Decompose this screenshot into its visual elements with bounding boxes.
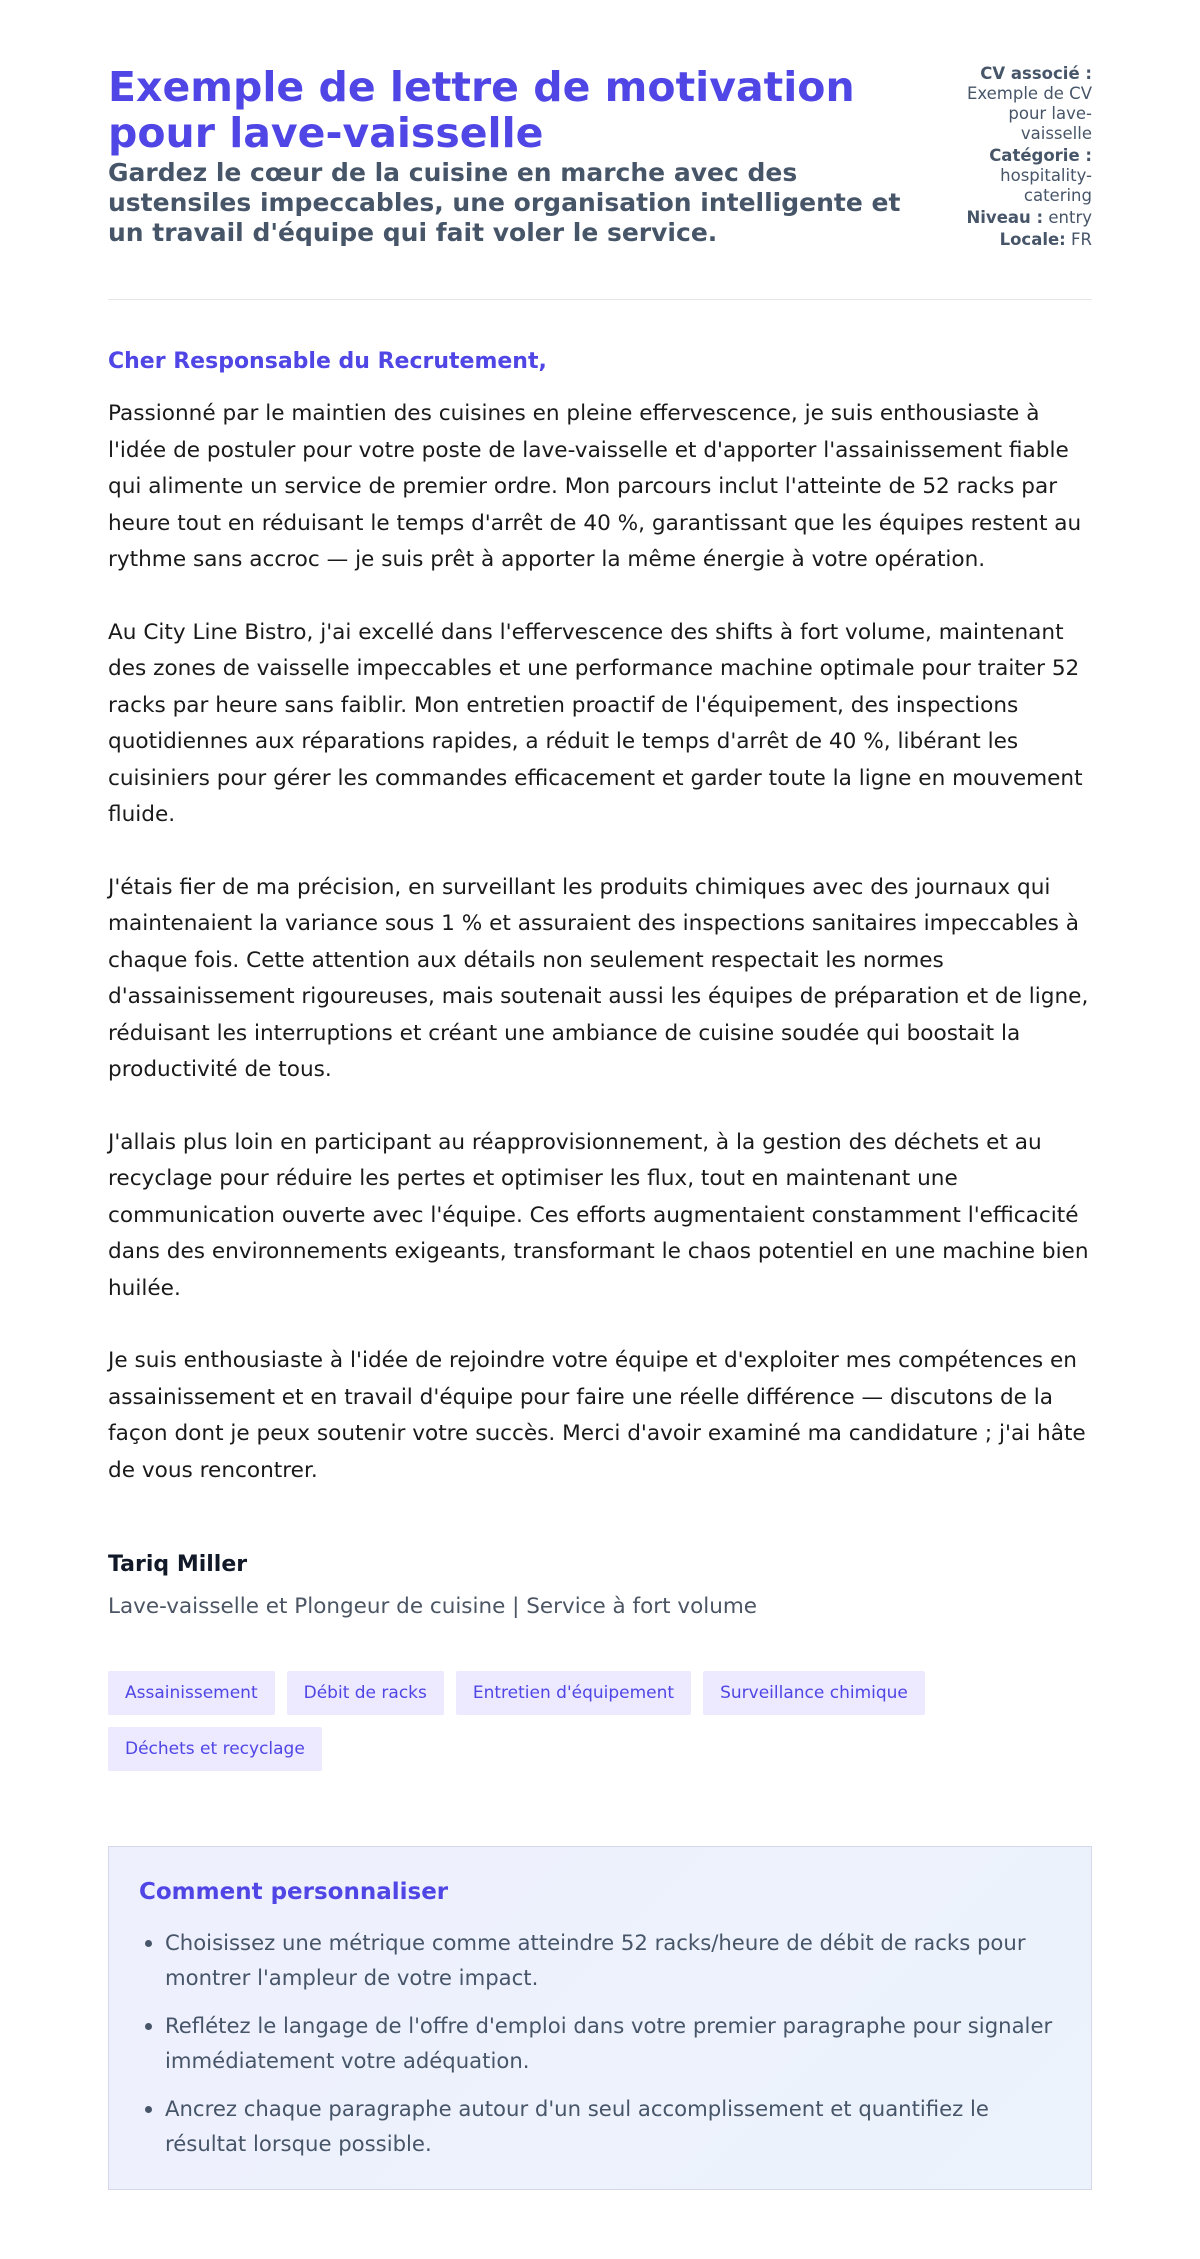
meta-level bbox=[942, 208, 1092, 228]
tip-item: • Ancrez chaque paragraphe autour d'un seul accomplissement et quantifiez le résultat lorsque possible. bbox=[165, 2091, 1061, 2161]
tip-item: • Reflétez le langage de l'offre d'emploi dans votre premier paragraphe pour signaler immédiatement votre adéquation. bbox=[165, 2008, 1061, 2078]
letter-body bbox=[108, 348, 1092, 1621]
page-subtitle: Gardez le cœur de la cuisine en marche avec des ustensiles impeccables, une organisation intelligente et un travail d'équipe qui fait voler le service. bbox=[108, 158, 901, 247]
tips-list bbox=[139, 1925, 1061, 2161]
meta-locale bbox=[942, 230, 1092, 250]
skill-tags bbox=[108, 1671, 1092, 1771]
letter-paragraph: J'étais fier de ma précision, en surveillant les produits chimiques avec des journaux qui maintenaient la variance sous 1 % et assuraient des inspections sanitaires impeccables à chaque fois. Cette attention aux détails non seulement respectait les normes d'assainissement rigoureuses, mais soutenait aussi les équipes de préparation et de ligne, réduisant les interruptions et créant une ambiance de cuisine soudée qui boostait la productivité de tous. bbox=[108, 874, 1089, 1082]
meta-level-label: Niveau : bbox=[966, 208, 1044, 227]
meta-category bbox=[942, 146, 1092, 206]
skill-tag-equipment-maintenance[interactable]: Entretien d'équipement bbox=[456, 1671, 691, 1715]
skill-tag-sanitation[interactable]: Assainissement bbox=[108, 1671, 275, 1715]
meta-level-value: entry bbox=[1048, 208, 1092, 227]
meta-associated-cv bbox=[942, 64, 1092, 144]
meta-cv-value[interactable]: Exemple de CV pour lave-vaisselle bbox=[966, 84, 1092, 143]
tips-title: Comment personnaliser bbox=[139, 1879, 449, 1905]
meta-category-label: Catégorie : bbox=[989, 146, 1092, 165]
signature-name: Tariq Miller bbox=[108, 1552, 248, 1577]
header-divider bbox=[108, 299, 1092, 300]
skill-tag-waste-recycling[interactable]: Déchets et recyclage bbox=[108, 1727, 322, 1771]
metadata-panel bbox=[942, 64, 1092, 252]
page-title: Exemple de lettre de motivation pour lave-vaisselle bbox=[108, 63, 855, 157]
letter-paragraph: Passionné par le maintien des cuisines en pleine effervescence, je suis enthousiaste à l'idée de postuler pour votre poste de lave-vaisselle et d'apporter l'assainissement fiable qui alimente un service de premier ordre. Mon parcours inclut l'atteinte de 52 racks par heure tout en réduisant le temps d'arrêt de 40 %, garantissant que les équipes restent au rythme sans accroc — je suis prêt à apporter la même énergie à votre opération. bbox=[108, 401, 1082, 572]
salutation: Cher Responsable du Recrutement, bbox=[108, 349, 547, 374]
meta-category-value: hospitality-catering bbox=[1000, 166, 1092, 205]
meta-locale-value: FR bbox=[1071, 230, 1092, 249]
signature-role: Lave-vaisselle et Plongeur de cuisine | Service à fort volume bbox=[108, 1594, 758, 1619]
skill-tag-chemical-monitoring[interactable]: Surveillance chimique bbox=[703, 1671, 925, 1715]
letter-paragraph: Je suis enthousiaste à l'idée de rejoindre votre équipe et d'exploiter mes compétences en assainissement et en travail d'équipe pour faire une réelle différence — discutons de la façon dont je peux soutenir votre succès. Merci d'avoir examiné ma candidature ; j'ai hâte de vous rencontrer. bbox=[108, 1348, 1086, 1483]
page-header bbox=[108, 64, 1092, 299]
tip-item: • Choisissez une métrique comme atteindre 52 racks/heure de débit de racks pour montrer l'ampleur de votre impact. bbox=[165, 1925, 1061, 1995]
letter-paragraph: Au City Line Bistro, j'ai excellé dans l'effervescence des shifts à fort volume, maintenant des zones de vaisselle impeccables et une performance machine optimale pour traiter 52 racks par heure sans faiblir. Mon entretien proactif de l'équipement, des inspections quotidiennes aux réparations rapides, a réduit le temps d'arrêt de 40 %, libérant les cuisiniers pour gérer les commandes efficacement et garder toute la ligne en mouvement fluide. bbox=[108, 619, 1083, 827]
customization-tips-box bbox=[108, 1846, 1092, 2190]
meta-locale-label: Locale: bbox=[999, 230, 1066, 249]
meta-cv-label: CV associé : bbox=[980, 64, 1092, 83]
skill-tag-rack-throughput[interactable]: Débit de racks bbox=[287, 1671, 444, 1715]
title-block bbox=[108, 64, 928, 248]
letter-paragraph: J'allais plus loin en participant au réapprovisionnement, à la gestion des déchets et au recyclage pour réduire les pertes et optimiser les flux, tout en maintenant une communication ouverte avec l'équipe. Ces efforts augmentaient constamment l'efficacité dans des environnements exigeants, transformant le chaos potentiel en une machine bien huilée. bbox=[108, 1129, 1089, 1301]
letter-paragraphs bbox=[108, 396, 1092, 1489]
